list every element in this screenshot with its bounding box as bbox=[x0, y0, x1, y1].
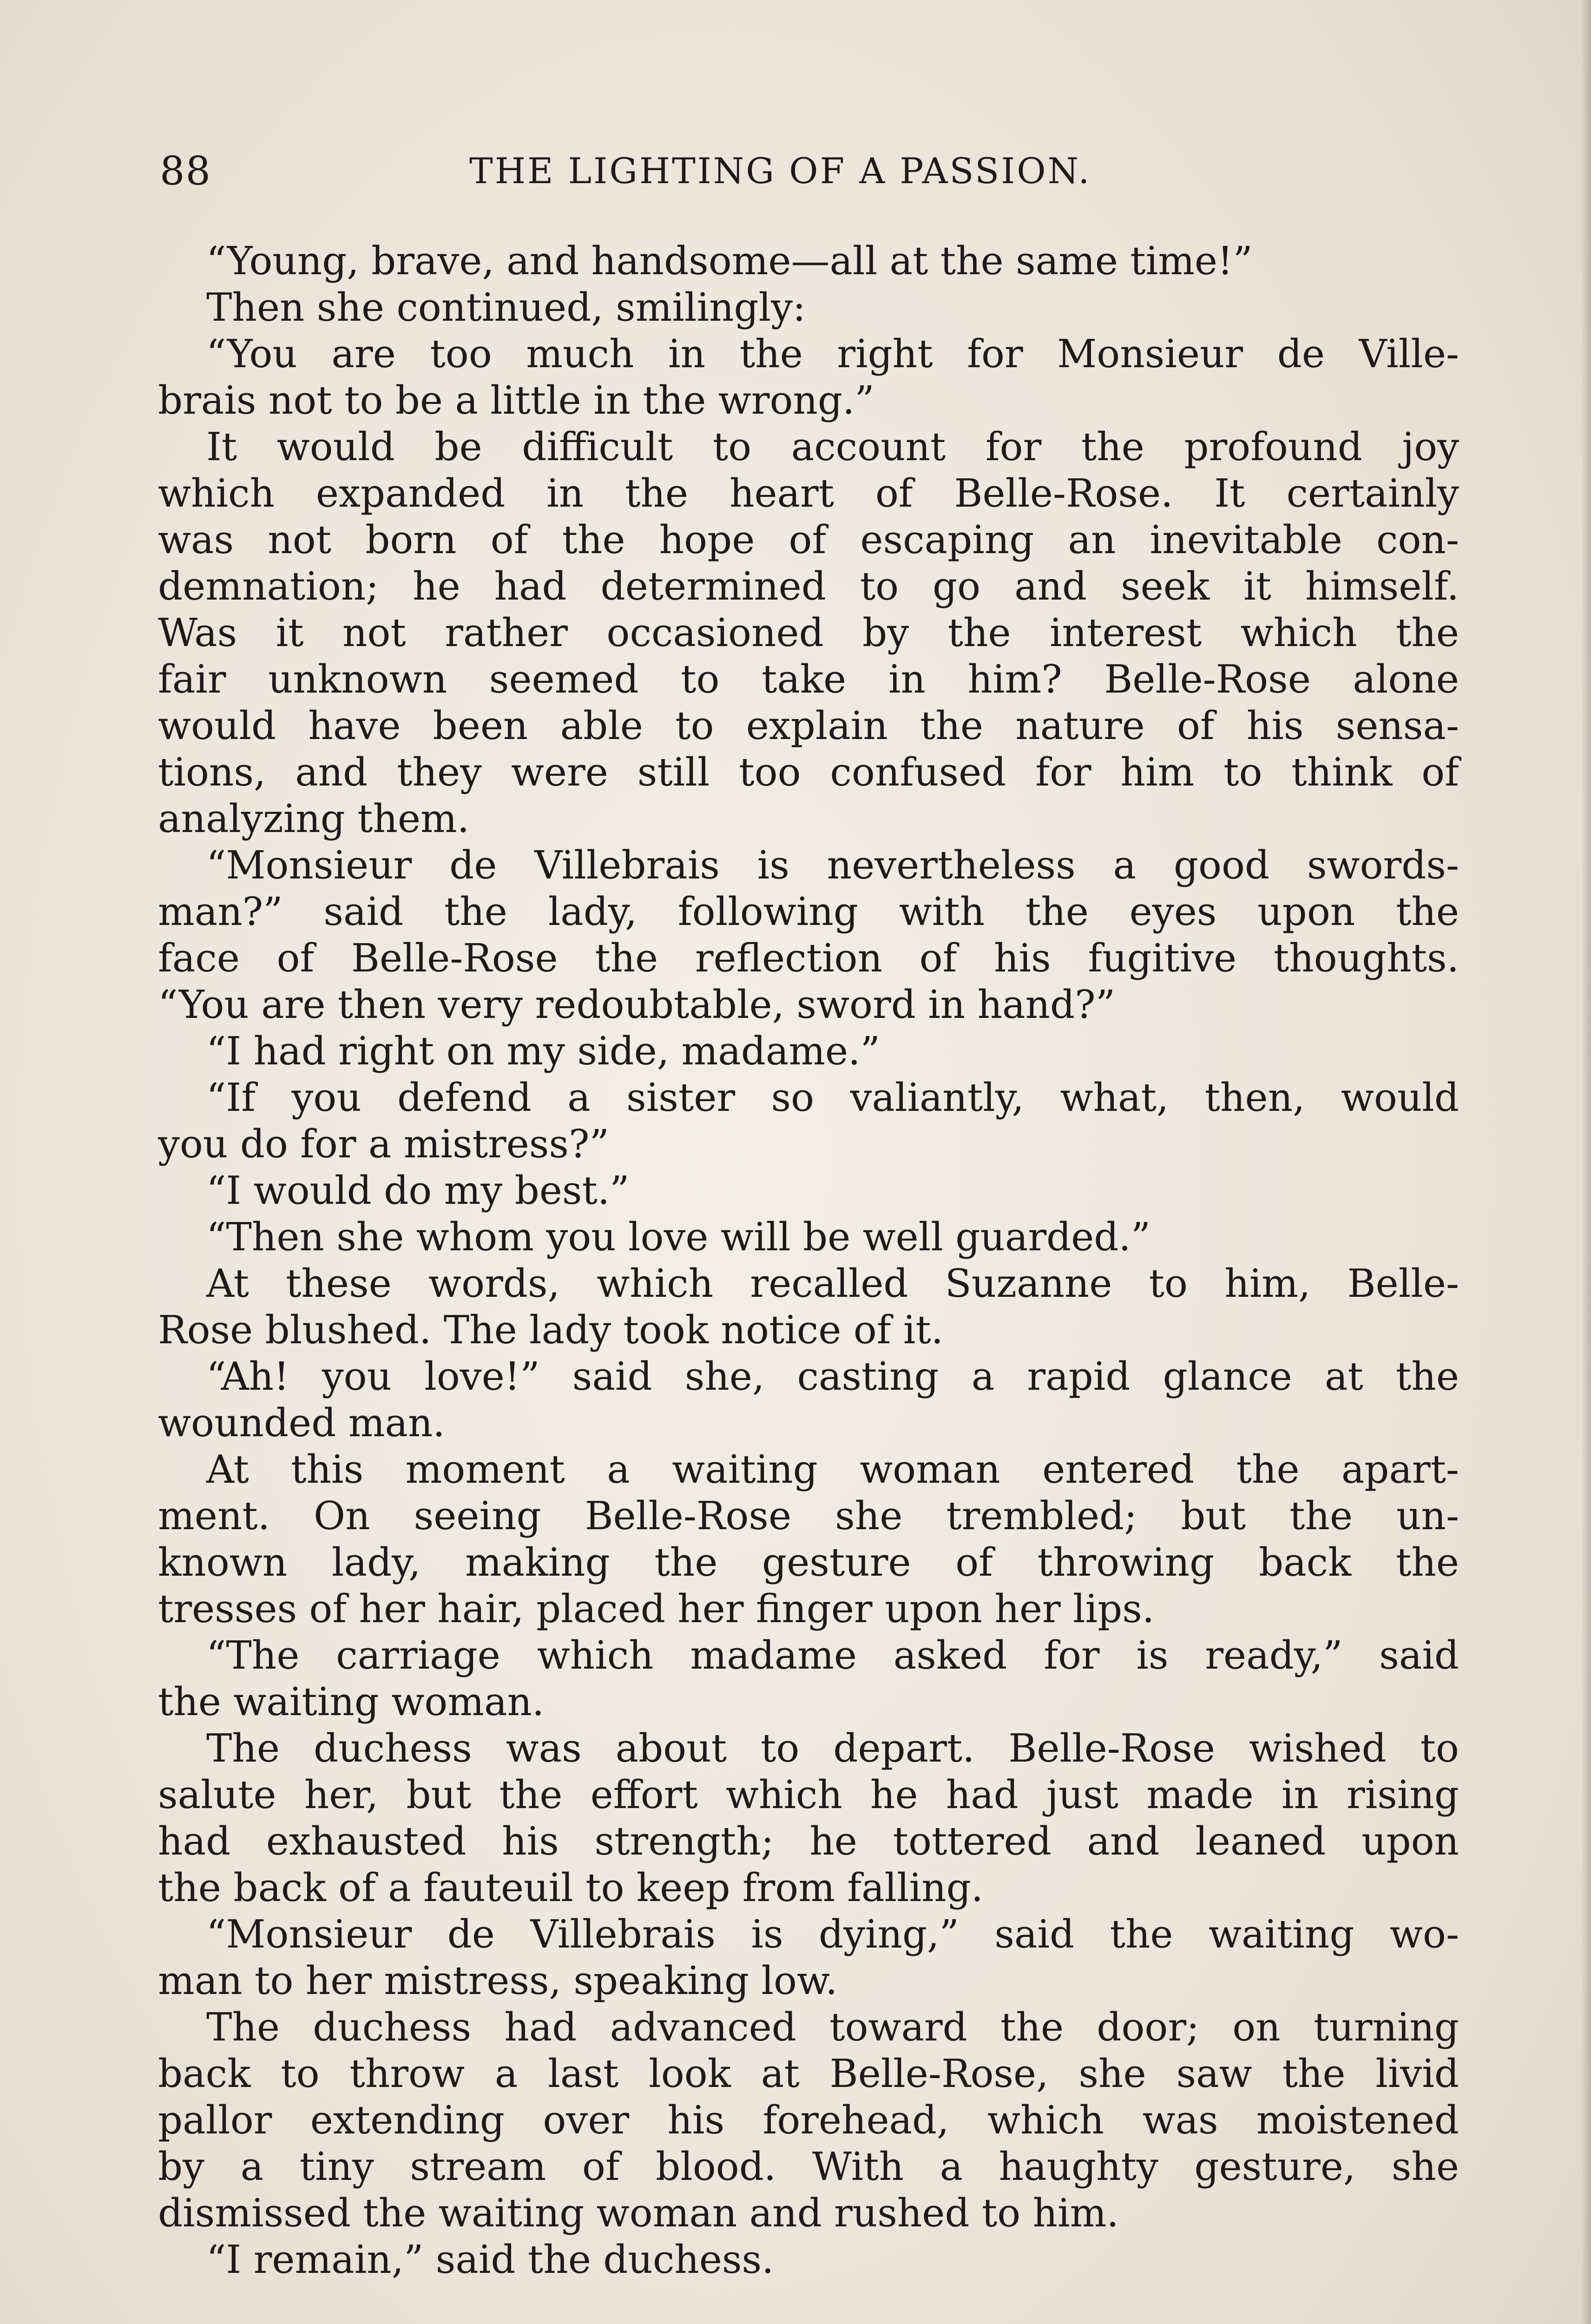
text-line: Was it not rather occasioned by the interest which the bbox=[158, 610, 1459, 655]
text-line: The duchess was about to depart. Belle-Rose wished to bbox=[206, 1726, 1459, 1771]
text-line: “Monsieur de Villebrais is nevertheless a good swords- bbox=[206, 843, 1459, 888]
text-line: man?” said the lady, following with the eyes upon the bbox=[158, 889, 1459, 934]
text-line: Then she continued, smilingly: bbox=[206, 285, 806, 330]
text-line: tresses of her hair, placed her finger upon her lips. bbox=[158, 1586, 1155, 1631]
text-line: At these words, which recalled Suzanne to him, Belle- bbox=[206, 1261, 1459, 1306]
text-line: “I had right on my side, madame.” bbox=[206, 1029, 880, 1074]
text-line: the back of a fauteuil to keep from falling. bbox=[158, 1865, 984, 1910]
text-line: ment. On seeing Belle-Rose she trembled; but the un- bbox=[158, 1493, 1459, 1538]
text-line: face of Belle-Rose the reflection of his fugitive thoughts. bbox=[158, 936, 1459, 981]
text-line: brais not to be a little in the wrong.” bbox=[158, 378, 874, 423]
text-line: man to her mistress, speaking low. bbox=[158, 1958, 838, 2003]
text-line: would have been able to explain the nature of his sensa- bbox=[158, 703, 1459, 748]
text-line: the waiting woman. bbox=[158, 1679, 545, 1724]
text-line: Rose blushed. The lady took notice of it. bbox=[158, 1307, 944, 1353]
text-line: At this moment a waiting woman entered the apart- bbox=[206, 1447, 1459, 1492]
text-line: salute her, but the effort which he had just made in rising bbox=[158, 1772, 1459, 1817]
text-line: which expanded in the heart of Belle-Rose. It certainly bbox=[158, 471, 1459, 516]
text-line: “You are too much in the right for Monsieur de Ville- bbox=[206, 331, 1459, 376]
page-edge-shadow bbox=[1581, 0, 1591, 2324]
text-line: “I would do my best.” bbox=[206, 1168, 630, 1213]
text-line: “Then she whom you love will be well guarded.” bbox=[206, 1215, 1151, 1260]
text-line: “The carriage which madame asked for is ready,” said bbox=[206, 1633, 1459, 1678]
text-line: fair unknown seemed to take in him? Belle-Rose alone bbox=[158, 657, 1459, 702]
text-line: “Ah! you love!” said she, casting a rapid glance at the bbox=[206, 1354, 1459, 1399]
running-title: THE LIGHTING OF A PASSION. bbox=[469, 150, 1091, 191]
text-line: was not born of the hope of escaping an inevitable con- bbox=[158, 517, 1459, 562]
text-line: “Monsieur de Villebrais is dying,” said the waiting wo- bbox=[206, 1912, 1459, 1957]
text-line: known lady, making the gesture of throwing back the bbox=[158, 1540, 1459, 1585]
text-line: analyzing them. bbox=[158, 796, 470, 841]
page-number: 88 bbox=[160, 148, 211, 194]
text-line: pallor extending over his forehead, which was moistened bbox=[158, 2098, 1459, 2143]
text-line: tions, and they were still too confused for him to think of bbox=[158, 750, 1459, 795]
text-line: “If you defend a sister so valiantly, what, then, would bbox=[206, 1075, 1459, 1120]
text-line: demnation; he had determined to go and seek it himself. bbox=[158, 564, 1459, 609]
text-line: “I remain,” said the duchess. bbox=[206, 2237, 774, 2282]
text-line: The duchess had advanced toward the door; on turning bbox=[206, 2005, 1459, 2050]
text-line: “You are then very redoubtable, sword in hand?” bbox=[158, 982, 1116, 1027]
text-line: back to throw a last look at Belle-Rose, she saw the livid bbox=[158, 2051, 1459, 2096]
text-line: you do for a mistress?” bbox=[158, 1122, 609, 1167]
text-line: “Young, brave, and handsome—all at the same time!” bbox=[206, 238, 1253, 284]
text-line: dismissed the waiting woman and rushed to him. bbox=[158, 2191, 1119, 2236]
text-line: by a tiny stream of blood. With a haughty gesture, she bbox=[158, 2144, 1459, 2189]
text-line: It would be difficult to account for the profound joy bbox=[206, 424, 1459, 469]
text-line: had exhausted his strength; he tottered and leaned upon bbox=[158, 1819, 1459, 1864]
text-line: wounded man. bbox=[158, 1400, 445, 1446]
body-text bbox=[158, 238, 1459, 2283]
